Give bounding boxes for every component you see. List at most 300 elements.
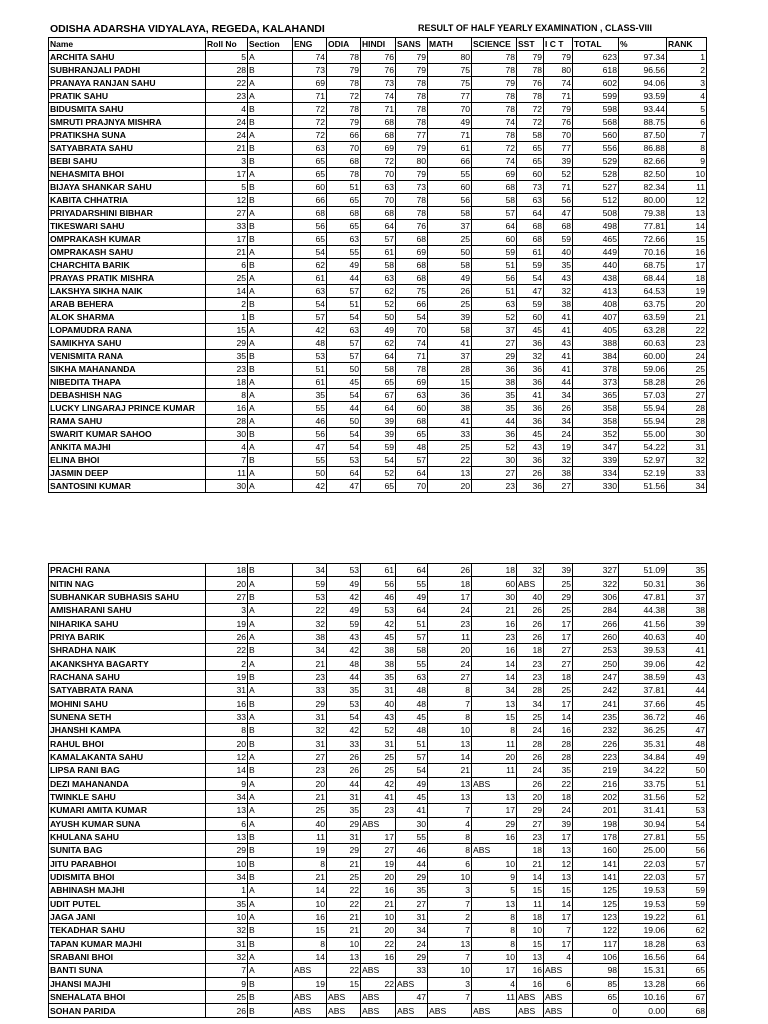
cell-hindi: 19 bbox=[361, 857, 396, 870]
cell-sst: 25 bbox=[517, 710, 544, 723]
cell-roll-no: 18 bbox=[206, 564, 248, 577]
cell-science: 69 bbox=[472, 168, 517, 181]
cell-roll-no: 14 bbox=[206, 764, 248, 777]
cell-roll-no: 19 bbox=[206, 617, 248, 630]
cell-sst: 15 bbox=[517, 937, 544, 950]
sheet-title-row bbox=[48, 23, 708, 37]
cell-percent: 18.28 bbox=[619, 937, 667, 950]
cell-odia: 78 bbox=[327, 168, 361, 181]
cell-rank: 34 bbox=[667, 480, 707, 493]
cell-science: 14 bbox=[472, 670, 517, 683]
cell-eng: 11 bbox=[293, 830, 327, 843]
table-row bbox=[49, 142, 707, 155]
cell-rank: 57 bbox=[667, 870, 707, 883]
cell-total: 413 bbox=[573, 285, 619, 298]
cell-eng: 23 bbox=[293, 764, 327, 777]
table-row bbox=[49, 428, 707, 441]
table-row bbox=[49, 103, 707, 116]
cell-roll-no: 16 bbox=[206, 402, 248, 415]
cell-ict: 32 bbox=[544, 454, 573, 467]
cell-eng: 10 bbox=[293, 897, 327, 910]
cell-ict: 56 bbox=[544, 194, 573, 207]
cell-total: 202 bbox=[573, 790, 619, 803]
cell-hindi: 40 bbox=[361, 697, 396, 710]
cell-math: 4 bbox=[428, 817, 472, 830]
cell-percent: 35.31 bbox=[619, 737, 667, 750]
cell-hindi: 69 bbox=[361, 142, 396, 155]
cell-percent: 37.66 bbox=[619, 697, 667, 710]
cell-total: 98 bbox=[573, 964, 619, 977]
cell-rank: 67 bbox=[667, 991, 707, 1004]
cell-rank: 54 bbox=[667, 817, 707, 830]
table-row bbox=[49, 77, 707, 90]
cell-section: A bbox=[248, 337, 293, 350]
cell-math: 36 bbox=[428, 389, 472, 402]
cell-name: SUNENA SETH bbox=[49, 710, 206, 723]
cell-sst: 58 bbox=[517, 129, 544, 142]
cell-percent: 36.25 bbox=[619, 724, 667, 737]
cell-odia: 33 bbox=[327, 737, 361, 750]
cell-hindi: 39 bbox=[361, 415, 396, 428]
cell-ict: 38 bbox=[544, 298, 573, 311]
cell-rank: 51 bbox=[667, 777, 707, 790]
cell-math: 13 bbox=[428, 737, 472, 750]
cell-sst: 27 bbox=[517, 817, 544, 830]
cell-odia: 63 bbox=[327, 324, 361, 337]
cell-sst: 23 bbox=[517, 670, 544, 683]
cell-roll-no: 34 bbox=[206, 870, 248, 883]
cell-roll-no: 31 bbox=[206, 684, 248, 697]
cell-total: 508 bbox=[573, 207, 619, 220]
cell-section: B bbox=[248, 737, 293, 750]
cell-math: 58 bbox=[428, 324, 472, 337]
cell-section: B bbox=[248, 977, 293, 990]
cell-eng: 57 bbox=[293, 311, 327, 324]
cell-eng: 48 bbox=[293, 337, 327, 350]
cell-total: 529 bbox=[573, 155, 619, 168]
cell-name: OMPRAKASH KUMAR bbox=[49, 233, 206, 246]
cell-percent: 55.94 bbox=[619, 402, 667, 415]
cell-name: CHARCHITA BARIK bbox=[49, 259, 206, 272]
cell-percent: 40.63 bbox=[619, 630, 667, 643]
cell-math: 14 bbox=[428, 750, 472, 763]
cell-sans: ABS bbox=[396, 1004, 428, 1017]
cell-percent: 51.56 bbox=[619, 480, 667, 493]
cell-ict: 52 bbox=[544, 168, 573, 181]
cell-rank: 45 bbox=[667, 697, 707, 710]
cell-sans: 73 bbox=[396, 181, 428, 194]
cell-math: 8 bbox=[428, 710, 472, 723]
cell-ict: 25 bbox=[544, 684, 573, 697]
cell-hindi: 21 bbox=[361, 897, 396, 910]
cell-section: B bbox=[248, 764, 293, 777]
cell-math: 10 bbox=[428, 870, 472, 883]
cell-name: JAGA JANI bbox=[49, 910, 206, 923]
cell-odia: 50 bbox=[327, 363, 361, 376]
cell-rank: 31 bbox=[667, 441, 707, 454]
cell-science: 10 bbox=[472, 950, 517, 963]
cell-hindi: 16 bbox=[361, 950, 396, 963]
cell-name: PRAYAS PRATIK MISHRA bbox=[49, 272, 206, 285]
cell-hindi: 74 bbox=[361, 90, 396, 103]
cell-eng: 31 bbox=[293, 737, 327, 750]
cell-sans: 31 bbox=[396, 910, 428, 923]
cell-odia: 49 bbox=[327, 577, 361, 590]
cell-section: B bbox=[248, 924, 293, 937]
cell-roll-no: 15 bbox=[206, 324, 248, 337]
cell-rank: 3 bbox=[667, 77, 707, 90]
cell-sst: 54 bbox=[517, 272, 544, 285]
cell-rank: 24 bbox=[667, 350, 707, 363]
cell-sans: 63 bbox=[396, 670, 428, 683]
table-row bbox=[49, 897, 707, 910]
cell-section: A bbox=[248, 207, 293, 220]
cell-section: A bbox=[248, 630, 293, 643]
cell-eng: 53 bbox=[293, 350, 327, 363]
cell-sst: 59 bbox=[517, 298, 544, 311]
table-row bbox=[49, 590, 707, 603]
cell-hindi: 71 bbox=[361, 103, 396, 116]
table-row bbox=[49, 1004, 707, 1017]
cell-sans: 78 bbox=[396, 363, 428, 376]
cell-ict: 38 bbox=[544, 467, 573, 480]
cell-roll-no: 18 bbox=[206, 376, 248, 389]
cell-rank: 20 bbox=[667, 298, 707, 311]
cell-rank: 49 bbox=[667, 750, 707, 763]
cell-science: 14 bbox=[472, 657, 517, 670]
cell-science: 64 bbox=[472, 220, 517, 233]
cell-math: 41 bbox=[428, 415, 472, 428]
cell-section: A bbox=[248, 790, 293, 803]
cell-science: 52 bbox=[472, 311, 517, 324]
cell-eng: 65 bbox=[293, 233, 327, 246]
cell-roll-no: 26 bbox=[206, 1004, 248, 1017]
cell-science: 56 bbox=[472, 272, 517, 285]
cell-rank: 30 bbox=[667, 428, 707, 441]
cell-sst: 26 bbox=[517, 604, 544, 617]
cell-eng: 38 bbox=[293, 630, 327, 643]
cell-percent: 63.59 bbox=[619, 311, 667, 324]
cell-total: 65 bbox=[573, 991, 619, 1004]
cell-math: 55 bbox=[428, 168, 472, 181]
cell-science: 34 bbox=[472, 684, 517, 697]
cell-sans: 35 bbox=[396, 884, 428, 897]
table-row bbox=[49, 977, 707, 990]
cell-hindi: 58 bbox=[361, 363, 396, 376]
cell-total: 598 bbox=[573, 103, 619, 116]
cell-odia: 78 bbox=[327, 103, 361, 116]
cell-odia: 49 bbox=[327, 259, 361, 272]
cell-sst: 34 bbox=[517, 697, 544, 710]
cell-math: 56 bbox=[428, 194, 472, 207]
cell-science: 29 bbox=[472, 350, 517, 363]
cell-hindi: 17 bbox=[361, 830, 396, 843]
cell-section: A bbox=[248, 577, 293, 590]
cell-eng: 15 bbox=[293, 924, 327, 937]
table-row bbox=[49, 194, 707, 207]
column-header-name: Name bbox=[49, 38, 206, 51]
cell-ict: 71 bbox=[544, 181, 573, 194]
cell-odia: 54 bbox=[327, 389, 361, 402]
cell-percent: 19.06 bbox=[619, 924, 667, 937]
table-row bbox=[49, 233, 707, 246]
table-row bbox=[49, 324, 707, 337]
table-row bbox=[49, 207, 707, 220]
cell-science: 35 bbox=[472, 389, 517, 402]
cell-hindi: 68 bbox=[361, 207, 396, 220]
cell-sans: 78 bbox=[396, 103, 428, 116]
cell-roll-no: 4 bbox=[206, 103, 248, 116]
cell-section: A bbox=[248, 441, 293, 454]
table-row bbox=[49, 577, 707, 590]
cell-section: B bbox=[248, 194, 293, 207]
cell-percent: 80.00 bbox=[619, 194, 667, 207]
cell-name: PRATIK SAHU bbox=[49, 90, 206, 103]
cell-math: 49 bbox=[428, 272, 472, 285]
cell-eng: 68 bbox=[293, 207, 327, 220]
cell-ict: 34 bbox=[544, 389, 573, 402]
cell-percent: 36.72 bbox=[619, 710, 667, 723]
cell-ict: 7 bbox=[544, 924, 573, 937]
cell-name: PRANAYA RANJAN SAHU bbox=[49, 77, 206, 90]
cell-math: 80 bbox=[428, 51, 472, 64]
cell-total: 358 bbox=[573, 415, 619, 428]
cell-percent: 19.53 bbox=[619, 884, 667, 897]
cell-hindi: 61 bbox=[361, 564, 396, 577]
cell-percent: 39.53 bbox=[619, 644, 667, 657]
cell-name: SIKHA MAHANANDA bbox=[49, 363, 206, 376]
cell-roll-no: 7 bbox=[206, 454, 248, 467]
cell-ict: 71 bbox=[544, 90, 573, 103]
cell-science: 63 bbox=[472, 298, 517, 311]
cell-name: ANKITA MAJHI bbox=[49, 441, 206, 454]
cell-science: 11 bbox=[472, 991, 517, 1004]
cell-sans: 58 bbox=[396, 644, 428, 657]
cell-eng: 14 bbox=[293, 884, 327, 897]
cell-total: 498 bbox=[573, 220, 619, 233]
cell-name: BIDUSMITA SAHU bbox=[49, 103, 206, 116]
cell-odia: 22 bbox=[327, 897, 361, 910]
cell-ict: 44 bbox=[544, 376, 573, 389]
cell-sst: 36 bbox=[517, 415, 544, 428]
cell-eng: 8 bbox=[293, 937, 327, 950]
cell-total: 0 bbox=[573, 1004, 619, 1017]
cell-hindi: 25 bbox=[361, 750, 396, 763]
table-row bbox=[49, 363, 707, 376]
table-row bbox=[49, 155, 707, 168]
cell-name: JITU PARABHOI bbox=[49, 857, 206, 870]
cell-name: MOHINI SAHU bbox=[49, 697, 206, 710]
cell-roll-no: 34 bbox=[206, 790, 248, 803]
cell-rank: 14 bbox=[667, 220, 707, 233]
cell-roll-no: 16 bbox=[206, 697, 248, 710]
cell-section: A bbox=[248, 910, 293, 923]
cell-eng: 40 bbox=[293, 817, 327, 830]
table-row bbox=[49, 129, 707, 142]
cell-sans: 49 bbox=[396, 777, 428, 790]
cell-rank: 4 bbox=[667, 90, 707, 103]
cell-roll-no: 32 bbox=[206, 924, 248, 937]
cell-hindi: 54 bbox=[361, 454, 396, 467]
cell-ict: 41 bbox=[544, 350, 573, 363]
cell-name: PRATIKSHA SUNA bbox=[49, 129, 206, 142]
cell-hindi: 31 bbox=[361, 737, 396, 750]
cell-science: 4 bbox=[472, 977, 517, 990]
column-header-odia: ODIA bbox=[327, 38, 361, 51]
table-row bbox=[49, 617, 707, 630]
cell-sst: ABS bbox=[517, 1004, 544, 1017]
cell-total: 388 bbox=[573, 337, 619, 350]
cell-science: 44 bbox=[472, 415, 517, 428]
cell-eng: 21 bbox=[293, 657, 327, 670]
cell-name: AYUSH KUMAR SUNA bbox=[49, 817, 206, 830]
cell-ict: ABS bbox=[544, 964, 573, 977]
cell-odia: 65 bbox=[327, 194, 361, 207]
cell-sst: 36 bbox=[517, 337, 544, 350]
cell-rank: 16 bbox=[667, 246, 707, 259]
cell-name: KUMARI AMITA KUMAR bbox=[49, 804, 206, 817]
cell-math: 33 bbox=[428, 428, 472, 441]
cell-rank: 66 bbox=[667, 977, 707, 990]
cell-sst: 16 bbox=[517, 964, 544, 977]
cell-sans: 78 bbox=[396, 77, 428, 90]
cell-percent: 82.50 bbox=[619, 168, 667, 181]
school-name: ODISHA ADARSHA VIDYALAYA, REGEDA, KALAHANDI bbox=[50, 23, 325, 35]
cell-hindi: 56 bbox=[361, 577, 396, 590]
cell-math: 75 bbox=[428, 64, 472, 77]
cell-total: 125 bbox=[573, 884, 619, 897]
cell-percent: 97.34 bbox=[619, 51, 667, 64]
cell-ict: 39 bbox=[544, 564, 573, 577]
cell-section: A bbox=[248, 964, 293, 977]
cell-roll-no: 10 bbox=[206, 857, 248, 870]
cell-sans: 48 bbox=[396, 697, 428, 710]
cell-eng: 60 bbox=[293, 181, 327, 194]
cell-total: 141 bbox=[573, 870, 619, 883]
cell-science: 23 bbox=[472, 480, 517, 493]
cell-odia: 65 bbox=[327, 220, 361, 233]
column-header-total: TOTAL bbox=[573, 38, 619, 51]
cell-sst: 11 bbox=[517, 897, 544, 910]
cell-math: 24 bbox=[428, 604, 472, 617]
cell-section: A bbox=[248, 51, 293, 64]
cell-sans: 71 bbox=[396, 350, 428, 363]
cell-percent: 19.53 bbox=[619, 897, 667, 910]
cell-odia: 21 bbox=[327, 857, 361, 870]
cell-roll-no: 23 bbox=[206, 90, 248, 103]
cell-science: 18 bbox=[472, 564, 517, 577]
cell-name: ARAB BEHERA bbox=[49, 298, 206, 311]
cell-sst: 72 bbox=[517, 116, 544, 129]
cell-percent: 30.94 bbox=[619, 817, 667, 830]
cell-sans: 63 bbox=[396, 389, 428, 402]
cell-ict: 17 bbox=[544, 830, 573, 843]
cell-section: A bbox=[248, 402, 293, 415]
cell-total: 322 bbox=[573, 577, 619, 590]
cell-sans: 27 bbox=[396, 897, 428, 910]
cell-sst: 14 bbox=[517, 870, 544, 883]
cell-percent: 96.56 bbox=[619, 64, 667, 77]
cell-roll-no: 6 bbox=[206, 817, 248, 830]
cell-hindi: 64 bbox=[361, 402, 396, 415]
cell-name: PRIYADARSHINI BIBHAR bbox=[49, 207, 206, 220]
cell-roll-no: 13 bbox=[206, 804, 248, 817]
table-row bbox=[49, 991, 707, 1004]
cell-science: 27 bbox=[472, 467, 517, 480]
table-row bbox=[49, 564, 707, 577]
table-row bbox=[49, 337, 707, 350]
cell-sans: 51 bbox=[396, 617, 428, 630]
cell-total: 568 bbox=[573, 116, 619, 129]
cell-math: 61 bbox=[428, 142, 472, 155]
cell-rank: 56 bbox=[667, 844, 707, 857]
cell-percent: 88.75 bbox=[619, 116, 667, 129]
cell-sst: 73 bbox=[517, 181, 544, 194]
cell-hindi: 41 bbox=[361, 790, 396, 803]
cell-sans: 49 bbox=[396, 590, 428, 603]
cell-name: RAHUL BHOI bbox=[49, 737, 206, 750]
cell-total: 232 bbox=[573, 724, 619, 737]
cell-eng: 35 bbox=[293, 389, 327, 402]
cell-eng: 65 bbox=[293, 168, 327, 181]
cell-roll-no: 14 bbox=[206, 285, 248, 298]
cell-section: A bbox=[248, 897, 293, 910]
cell-section: B bbox=[248, 590, 293, 603]
cell-math: 7 bbox=[428, 991, 472, 1004]
table-row bbox=[49, 51, 707, 64]
cell-odia: 15 bbox=[327, 977, 361, 990]
cell-roll-no: 12 bbox=[206, 194, 248, 207]
cell-math: 66 bbox=[428, 155, 472, 168]
cell-math: 20 bbox=[428, 480, 472, 493]
cell-name: PRIYA BARIK bbox=[49, 630, 206, 643]
cell-math: 27 bbox=[428, 670, 472, 683]
cell-total: 226 bbox=[573, 737, 619, 750]
cell-ict: 27 bbox=[544, 657, 573, 670]
cell-eng: 23 bbox=[293, 670, 327, 683]
cell-odia: 47 bbox=[327, 480, 361, 493]
cell-science: 72 bbox=[472, 142, 517, 155]
cell-eng: 59 bbox=[293, 577, 327, 590]
cell-science: 27 bbox=[472, 337, 517, 350]
cell-hindi: 58 bbox=[361, 259, 396, 272]
cell-math: 11 bbox=[428, 630, 472, 643]
cell-math: 50 bbox=[428, 246, 472, 259]
cell-roll-no: 19 bbox=[206, 670, 248, 683]
cell-name: SAMIKHYA SAHU bbox=[49, 337, 206, 350]
cell-section: B bbox=[248, 259, 293, 272]
cell-odia: 59 bbox=[327, 617, 361, 630]
cell-rank: 59 bbox=[667, 884, 707, 897]
cell-name: AKANKSHYA BAGARTY bbox=[49, 657, 206, 670]
cell-hindi: 42 bbox=[361, 777, 396, 790]
cell-section: A bbox=[248, 285, 293, 298]
cell-rank: 1 bbox=[667, 51, 707, 64]
cell-science: 29 bbox=[472, 817, 517, 830]
cell-sst: ABS bbox=[517, 577, 544, 590]
cell-percent: 60.63 bbox=[619, 337, 667, 350]
cell-science: 35 bbox=[472, 402, 517, 415]
column-header-sans: SANS bbox=[396, 38, 428, 51]
cell-science: 78 bbox=[472, 129, 517, 142]
cell-eng: 8 bbox=[293, 857, 327, 870]
cell-total: 408 bbox=[573, 298, 619, 311]
cell-total: 178 bbox=[573, 830, 619, 843]
cell-roll-no: 25 bbox=[206, 991, 248, 1004]
cell-science: 79 bbox=[472, 77, 517, 90]
cell-section: B bbox=[248, 311, 293, 324]
cell-percent: 13.28 bbox=[619, 977, 667, 990]
